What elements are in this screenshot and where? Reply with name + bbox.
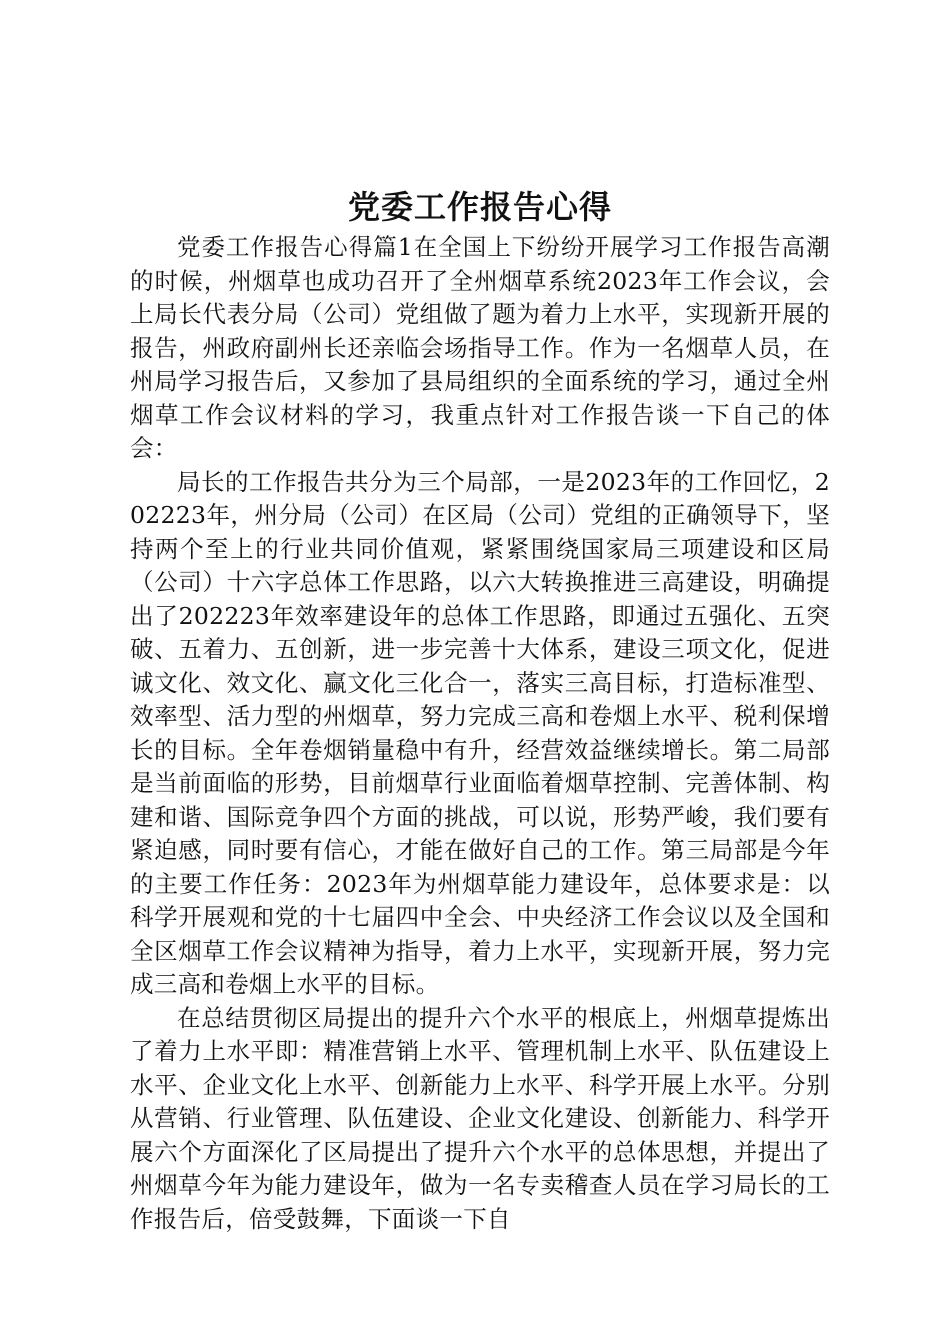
paragraph: 局长的工作报告共分为三个局部，一是2023年的工作回忆，202223年，州分局（公司）在区局（公司）党组的正确领导下，坚持两个至上的行业共同价值观，紧紧围绕国家局三项建设和区局（公司）十六字总体工作思路，以六大转换推进三高建设，明确提出了202223年效率建设年的总体工作思路，即通过五强化、五突破、五着力、五创新，进一步完善十大体系，建设三项文化，促进诚文化、效文化、赢文化三化合一，落实三高目标，打造标准型、效率型、活力型的州烟草，努力完成三高和卷烟上水平、税利保增长的目标。全年卷烟销量稳中有升，经营效益继续增长。第二局部是当前面临的形势，目前烟草行业面临着烟草控制、完善体制、构建和谐、国际竞争四个方面的挑战，可以说，形势严峻，我们要有紧迫感，同时要有信心，才能在做好自己的工作。第三局部是今年的主要工作任务：2023年为州烟草能力建设年，总体要求是：以科学开展观和党的十七届四中全会、中央经济工作会议以及全国和全区烟草工作会议精神为指导，着力上水平，实现新开展，努力完成三高和卷烟上水平的目标。: [130, 467, 830, 998]
document-body: [130, 231, 830, 1236]
paragraph: 在总结贯彻区局提出的提升六个水平的根底上，州烟草提炼出了着力上水平即：精准营销上水平、管理机制上水平、队伍建设上水平、企业文化上水平、创新能力上水平、科学开展上水平。分别从营销、行业管理、队伍建设、企业文化建设、创新能力、科学开展六个方面深化了区局提出了提升六个水平的总体思想，并提出了州烟草今年为能力建设年，做为一名专卖稽查人员在学习局长的工作报告后，倍受鼓舞，下面谈一下自: [130, 1003, 830, 1233]
document-title: 党委工作报告心得: [347, 188, 612, 226]
paragraph: 党委工作报告心得篇1在全国上下纷纷开展学习工作报告高潮的时候，州烟草也成功召开了全州烟草系统2023年工作会议，会上局长代表分局（公司）党组做了题为着力上水平，实现新开展的报告，州政府副州长还亲临会场指导工作。作为一名烟草人员，在州局学习报告后，又参加了县局组织的全面系统的学习，通过全州烟草工作会议材料的学习，我重点针对工作报告谈一下自己的体会：: [130, 233, 830, 462]
